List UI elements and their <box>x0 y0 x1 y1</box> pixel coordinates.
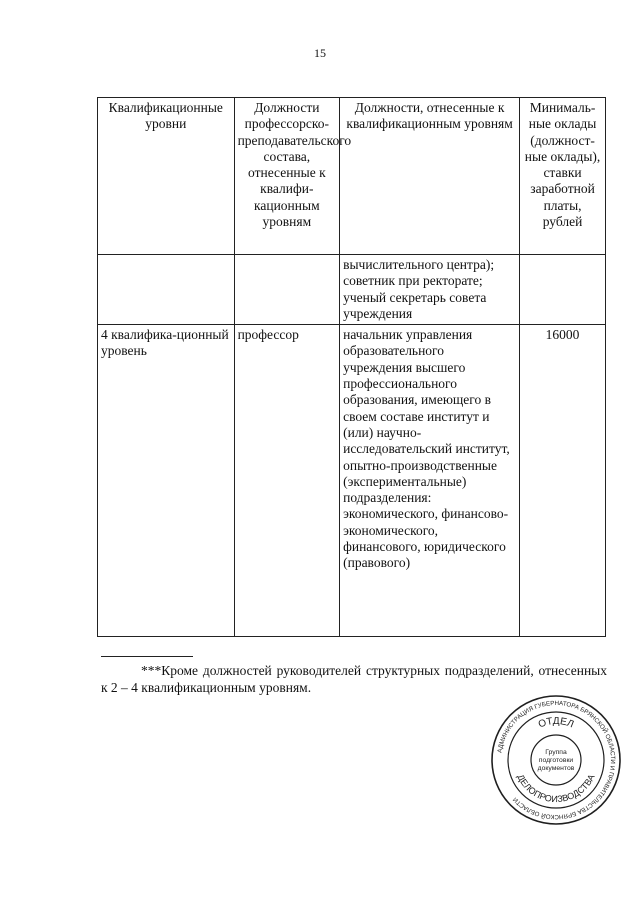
qualification-table <box>97 97 606 637</box>
table-row <box>98 325 606 637</box>
cell-level: 4 квалифика-ционный уровень <box>98 325 235 637</box>
stamp-center-line-1: Группа <box>545 749 567 756</box>
cell-salary <box>520 255 606 325</box>
cell-teaching-positions: профессор <box>234 325 340 637</box>
stamp-ring-text: АДМИНИСТРАЦИЯ ГУБЕРНАТОРА БРЯНСКОЙ ОБЛАСТИ И ПРАВИТЕЛЬСТВА БРЯНСКОЙ ОБЛАСТИ <box>496 699 617 821</box>
footnote-divider <box>101 656 193 657</box>
cell-teaching-positions <box>234 255 340 325</box>
table-header-row <box>98 98 606 255</box>
stamp-arc-top: ОТДЕЛ <box>536 715 576 731</box>
footnote: ***Кроме должностей руководителей структурных подразделений, отнесенных к 2 – 4 квалификационным уровням. <box>101 663 607 695</box>
page-number: 15 <box>314 46 326 60</box>
table-row <box>98 255 606 325</box>
stamp-arc-bottom: ДЕЛОПРОИЗВОДСТВА <box>515 772 597 805</box>
cell-positions: начальник управления образовательного учреждения высшего профессионального образования, имеющего в своем составе институт и (или) научно-исследовательский институт, опытно-производственные (экспериментальные) подразделения: экономического, финансово-экономического, финансового, юридического (правового) <box>340 325 520 637</box>
cell-salary: 16000 <box>520 325 606 637</box>
header-qualification-levels: Квалификационные уровни <box>98 98 235 255</box>
cell-positions: вычислительного центра); советник при ректорате; ученый секретарь совета учреждения <box>340 255 520 325</box>
stamp-center-line-3: документов <box>537 765 575 772</box>
stamp-center-line-2: подготовки <box>538 757 574 764</box>
header-minimum-salary: Минималь-ные оклады (должност-ные оклады), ставки заработной платы, рублей <box>520 98 606 255</box>
header-positions: Должности, отнесенные к квалификационным уровням <box>340 98 520 255</box>
header-teaching-positions: Должности профессорско-преподавательского состава, отнесенные к квалифи-кационным уровням <box>234 98 340 255</box>
cell-level <box>98 255 235 325</box>
office-stamp <box>490 694 622 826</box>
